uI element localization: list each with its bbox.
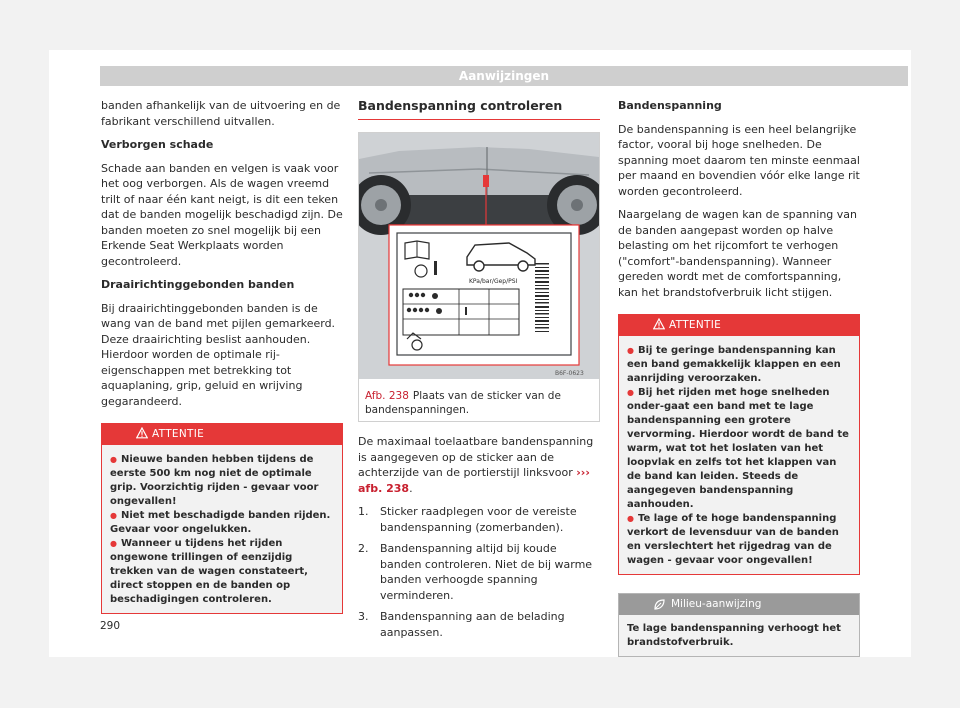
warning-header bbox=[102, 424, 342, 445]
column-right bbox=[618, 98, 860, 657]
warning-item: ● Bij het rijden met hoge snelheden onder-gaat een band met te lage bandenspanning een grotere vervorming. Hierdoor wordt de band te warm, wat tot het loslaten van het loopvlak en zelfs tot het klappen van de band kan leiden. Steeds de aangegeven bandenspanning aanhouden. bbox=[627, 386, 851, 512]
page-number: 290 bbox=[100, 620, 121, 632]
step-number: 3. bbox=[358, 610, 369, 623]
figure-238 bbox=[358, 132, 600, 423]
warning-header bbox=[619, 315, 859, 336]
warning-item: ● Te lage of te hoge bandenspanning verkort de levensduur van de banden en verslechtert het rijgedrag van de wagen - gevaar voor ongevallen! bbox=[627, 512, 851, 568]
manual-page bbox=[49, 50, 911, 657]
environment-note-header bbox=[619, 594, 859, 615]
warning-triangle-icon bbox=[653, 318, 665, 330]
step-number: 1. bbox=[358, 505, 369, 518]
warning-item: ● Nieuwe banden hebben tijdens de eerste 500 km nog niet de optimale grip. Voorzichtig rijden - gevaar voor ongevallen! bbox=[110, 453, 334, 509]
warning-triangle-icon bbox=[136, 427, 148, 439]
pressure-title: Bandenspanning bbox=[618, 99, 722, 112]
pressure-text-2: Naargelang de wagen kan de spanning van de banden aangepast worden op halve belasting om het rijcomfort te verhogen ("comfort"-bandenspanning). Wanneer gereden wordt met de comfortspanning, kan het brandstofverbruik licht stijgen. bbox=[618, 208, 857, 299]
figure-label: Afb. 238 bbox=[365, 390, 409, 402]
steps-list bbox=[358, 504, 600, 640]
warning-box-right bbox=[618, 314, 860, 575]
figure-reference-link[interactable]: ››› afb. 238 bbox=[358, 466, 590, 495]
step-text: Bandenspanning altijd bij koude banden controleren. Niet de bij warme banden verhoogde spanning verminderen. bbox=[380, 542, 593, 602]
list-item bbox=[358, 504, 600, 535]
warning-item: ● Bij te geringe bandenspanning kan een band gemakkelijk klappen en een aanrijding veroorzaken. bbox=[627, 344, 851, 386]
body-text bbox=[358, 434, 600, 496]
environment-note-box bbox=[618, 593, 860, 657]
warning-body bbox=[102, 445, 342, 613]
body-text-pre: De maximaal toelaatbare bandenspanning is aangegeven op de sticker aan de achterzijde van de portierstijl linksvoor bbox=[358, 435, 594, 479]
pressure-text-1: De bandenspanning is een heel belangrijke factor, vooral bij hoge snelheden. De spanning moet daarom ten minste eenmaal per maand en bovendien vóór elke lange rit worden gecontroleerd. bbox=[618, 122, 860, 198]
tire-pressure-sticker-illustration bbox=[359, 133, 599, 379]
page-header: Aanwijzingen bbox=[100, 66, 908, 86]
step-number: 2. bbox=[358, 542, 369, 555]
figure-caption bbox=[359, 383, 599, 421]
warning-box-left bbox=[101, 423, 343, 614]
list-item bbox=[358, 541, 600, 603]
column-middle bbox=[358, 98, 600, 646]
intro-text: banden afhankelijk van de uitvoering en de fabrikant verschillend uitvallen. bbox=[101, 99, 341, 128]
warning-item: ● Niet met beschadigde banden rijden. Gevaar voor ongelukken. bbox=[110, 509, 334, 537]
leaf-icon bbox=[653, 598, 666, 611]
figure-caption-text: Plaats van de sticker van de bandenspanningen. bbox=[365, 390, 561, 416]
hidden-damage-text: Schade aan banden en velgen is vaak voor het oog verborgen. Als de wagen vreemd trilt of naar één kant neigt, is dit een teken dat de banden mogelijk beschadigd zijn. De banden moeten zo snel mogelijk bij een Erkende Seat Werkplaats worden gecontroleerd. bbox=[101, 161, 343, 268]
directional-text: Bij draairichtinggebonden banden is de wang van de band met pijlen gemarkeerd. Deze draairichting beslist aanhouden. Hierdoor worden de optimale rij-eigenschappen met betrekking tot aquaplaning, grip, geluid en wrijving gegarandeerd. bbox=[101, 301, 336, 408]
step-text: Bandenspanning aan de belading aanpassen. bbox=[380, 610, 565, 639]
section-title: Bandenspanning controleren bbox=[358, 98, 600, 120]
hidden-damage-title: Verborgen schade bbox=[101, 138, 214, 151]
step-text: Sticker raadplegen voor de vereiste bandenspanning (zomerbanden). bbox=[380, 505, 577, 534]
environment-note-title: Milieu-aanwijzing bbox=[671, 598, 762, 610]
column-left bbox=[101, 98, 343, 614]
body-text-post: . bbox=[409, 481, 413, 495]
figure-code: B6F-0623 bbox=[555, 369, 584, 377]
warning-title: ATTENTIE bbox=[669, 319, 722, 331]
list-item bbox=[358, 609, 600, 640]
directional-title: Draairichtinggebonden banden bbox=[101, 278, 295, 291]
warning-body bbox=[619, 336, 859, 574]
warning-item: ● Wanneer u tijdens het rijden ongewone trillingen of eenzijdig trekken van de wagen constateert, direct stoppen en de banden op beschadigingen controleren. bbox=[110, 537, 334, 607]
sticker-units: KPa/bar/Gep/PSI bbox=[469, 277, 518, 285]
warning-title: ATTENTIE bbox=[152, 428, 205, 440]
environment-note-text: Te lage bandenspanning verhoogt het brandstofverbruik. bbox=[619, 615, 859, 656]
